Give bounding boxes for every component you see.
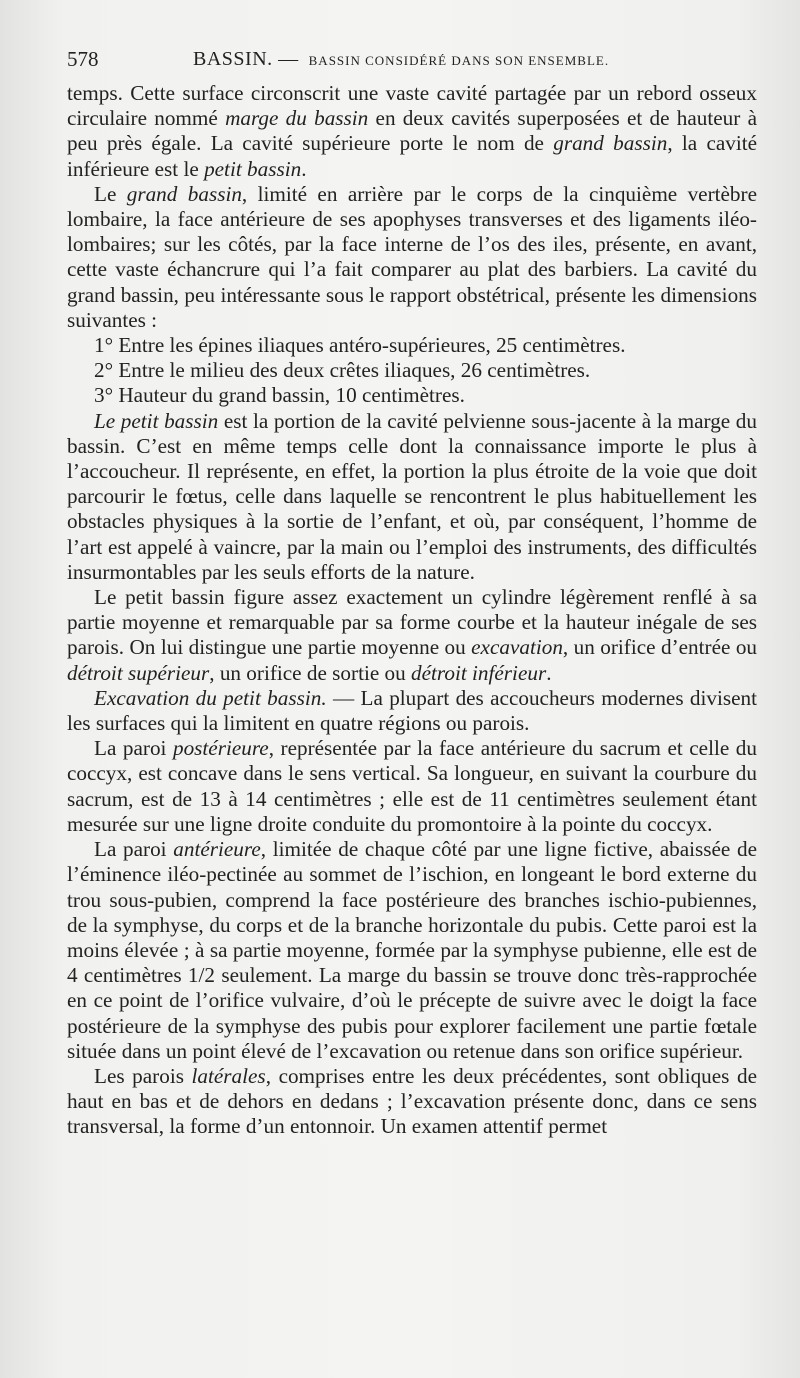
paragraph: [67, 81, 757, 182]
text-run: grand bassin: [126, 181, 242, 206]
text-run: Le petit bassin: [94, 408, 219, 433]
paragraph: [67, 686, 757, 736]
text-run: Le: [94, 181, 127, 206]
text-run: petit bassin: [204, 156, 302, 181]
text-run: , la cavité inférieure est le: [67, 131, 758, 181]
text-run: 3° Hauteur du grand bassin, 10 centimètres.: [94, 383, 465, 408]
text-run: La paroi: [94, 837, 174, 862]
text-run: 2° Entre le milieu des deux crêtes iliaques, 26 centimètres.: [94, 358, 591, 383]
paragraph: [67, 182, 757, 333]
text-run: grand bassin: [553, 131, 668, 156]
text-run: marge du bassin: [225, 106, 369, 131]
text-run: , limité en arrière par le corps de la cinquième vertèbre lombaire, la face antérieure de ses apophyses transverses et des ligaments iléo-lombaires; sur les côtés, par la face interne de l’os des iles, présente, en avant, cette vaste échancrure qui l’a fait comparer au plat des barbiers. La cavité du grand bassin, peu intéressante sous le rapport obstétrical, présente les dimensions suivantes :: [67, 181, 757, 332]
text-run: Les parois: [94, 1063, 192, 1088]
text-run: est la portion de la cavité pelvienne sous-jacente à la marge du bassin. C’est en même temps celle dont la connaissance importe le plus à l’accoucheur. Il représente, en effet, la portion la plus étroite de la voie que doit parcourir le fœtus, celle dans laquelle se rencontrent le plus habituellement les obstacles physiques à la sortie de l’enfant, et où, par conséquent, l’homme de l’art est appelé à vaincre, par la main ou l’emploi des instruments, des difficultés insurmontables par les seuls efforts de la nature.: [67, 408, 757, 584]
text-run: , limitée de chaque côté par une ligne fictive, abaissée de l’éminence iléo-pectinée au sommet de l’ischion, en longeant le bord externe du trou sous-pubien, comprend la face postérieure des branches ischio-pubiennes, de la symphyse, du corps et de la branche horizontale du pubis. Cette paroi est la moins élevée ; à sa partie moyenne, formée par la symphyse pubienne, elle est de 4 centimètres 1/2 seulement. La marge du bassin se trouve donc très-rapprochée en ce point de l’orifice vulvaire, d’où le précepte de suivre avec le doigt la face postérieure de la symphyse des pubis pour explorer facilement une partie fœtale située dans un point élevé de l’excavation ou retenue dans son orifice supérieur.: [67, 837, 757, 1063]
text-run: postérieure: [172, 736, 269, 761]
list-item: [67, 358, 757, 383]
running-header: [67, 44, 757, 78]
text-run: , comprises entre les deux précédentes, sont obliques de haut en bas et de dehors en dedans ; l’excavation présente donc, dans ce sens transversal, la forme d’un entonnoir. Un examen attentif permet: [67, 1063, 757, 1139]
paragraph: [67, 1064, 757, 1140]
paragraph: [67, 409, 757, 585]
text-run: en deux cavités superposées et de hauteur à peu près égale. La cavité supérieure porte le nom de: [67, 106, 757, 156]
page-number: 578: [67, 47, 99, 71]
text-run: , un orifice de sortie ou: [209, 660, 412, 685]
text-run: .: [301, 156, 307, 181]
running-title: [193, 44, 609, 76]
text-run: , un orifice d’entrée ou: [562, 635, 758, 660]
text-run: La paroi: [94, 736, 173, 761]
text-run: — La plupart des accoucheurs modernes divisent les surfaces qui la limitent en quatre régions ou parois.: [67, 685, 757, 736]
text-run: latérales: [191, 1063, 266, 1088]
running-title-main: BASSIN. —: [193, 48, 299, 70]
paragraph: [67, 585, 757, 686]
text-run: excavation: [471, 635, 563, 660]
text-run: Le petit bassin figure assez exactement un cylindre légèrement renflé à sa partie moyenne et remarquable par sa forme courbe et la hauteur inégale de ses parois. On lui distingue une partie moyenne ou: [67, 585, 757, 660]
text-run: détroit inférieur: [411, 660, 547, 685]
running-title-sub: BASSIN CONSIDÉRÉ DANS SON ENSEMBLE.: [308, 53, 610, 68]
text-run: temps. Cette surface circonscrit une vaste cavité partagée par un rebord osseux circulaire nommé: [67, 81, 757, 131]
list-item: [67, 333, 757, 358]
body-text: [67, 81, 757, 1140]
text-run: 1° Entre les épines iliaques antéro-supérieures, 25 centimètres.: [94, 333, 626, 358]
section-heading: Excavation du petit bassin.: [94, 685, 327, 710]
text-run: .: [546, 660, 552, 685]
text-run: , représentée par la face antérieure du sacrum et celle du coccyx, est concave dans le sens vertical. Sa longueur, en suivant la courbure du sacrum, est de 13 à 14 centimètres ; elle est de 11 centimètres seulement étant mesurée sur une ligne droite conduite du promontoire à la pointe du coccyx.: [67, 736, 757, 836]
text-run: détroit supérieur: [67, 660, 210, 685]
paragraph: [67, 736, 757, 837]
paragraph: [67, 837, 757, 1064]
text-run: antérieure: [173, 837, 261, 862]
list-item: [67, 383, 757, 408]
